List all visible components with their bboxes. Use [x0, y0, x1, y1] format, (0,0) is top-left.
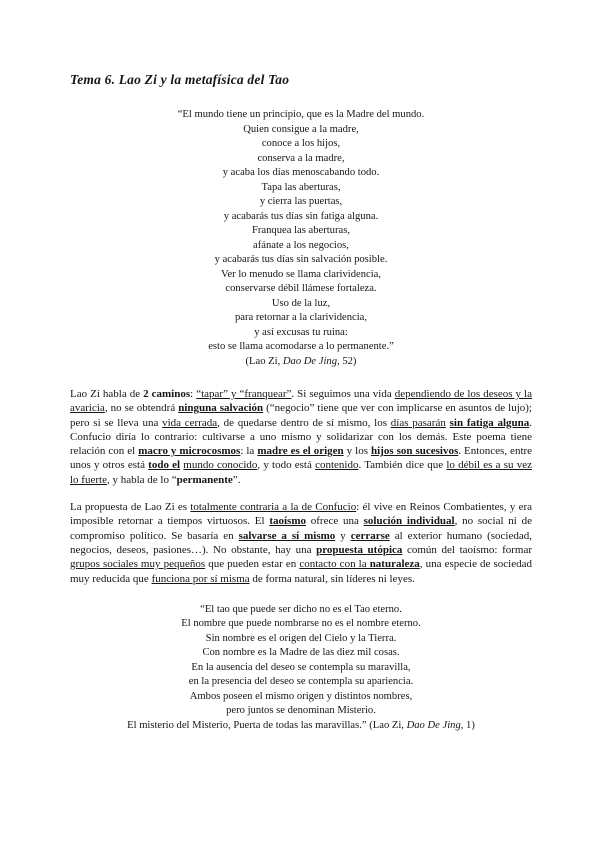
- quote-line: [70, 166, 532, 181]
- text-segment: contacto con la: [299, 558, 370, 571]
- text-segment: pero juntos se denominan Misterio.: [226, 705, 376, 717]
- paragraph-lao-zi-proposal: [70, 500, 532, 586]
- text-segment: ninguna salvación: [178, 402, 264, 415]
- text-segment: salvarse a sí mismo: [238, 529, 336, 542]
- quote-line: [70, 123, 532, 138]
- text-segment: (Lao Zi,: [245, 355, 283, 367]
- quote-line: [70, 675, 532, 690]
- quote-line: [70, 646, 532, 661]
- text-segment: y los: [343, 445, 371, 458]
- text-segment: común del taoísmo: formar: [402, 543, 532, 556]
- text-segment: :: [190, 388, 197, 400]
- text-segment: todo el: [148, 459, 181, 472]
- text-segment: : la: [240, 445, 258, 458]
- paragraph-two-paths: [70, 387, 532, 487]
- text-segment: naturaleza: [369, 558, 420, 571]
- text-segment: Franquea las aberturas,: [252, 225, 350, 236]
- text-segment: y: [335, 529, 351, 542]
- text-segment: (“negocio” tiene que ver con implicarse en asuntos de lujo); pero si se lleva una: [70, 402, 532, 429]
- text-segment: , y todo está: [257, 459, 316, 472]
- text-segment: en la presencia del deseo se contempla su apariencia.: [188, 676, 414, 688]
- text-segment: Dao De Jing: [282, 355, 338, 367]
- text-segment: , no social ni de compromiso político. Se basaría en: [70, 515, 532, 542]
- text-segment: “tapar” y “franquear”: [196, 388, 292, 400]
- text-segment: conoce a los hijos,: [261, 138, 341, 149]
- text-segment: Uso de la luz,: [271, 297, 331, 309]
- text-segment: y cierra las puertas,: [259, 196, 343, 207]
- quote-line: [70, 603, 532, 618]
- text-segment: Ver lo menudo se llama clarividencia,: [220, 268, 382, 280]
- text-segment: días pasarán: [390, 416, 446, 429]
- text-segment: , y habla de lo “: [106, 473, 177, 486]
- quote-line: [70, 210, 532, 225]
- quote-line: [70, 108, 532, 123]
- text-segment: Tapa las aberturas,: [261, 181, 341, 193]
- text-segment: lo débil es a su vez lo fuerte: [70, 459, 532, 486]
- text-segment: contenido: [315, 459, 359, 472]
- text-segment: . Entonces, entre unos y otros está: [70, 445, 533, 472]
- text-segment: totalmente contraria a la de Confucio: [190, 501, 357, 514]
- text-segment: mundo conocido: [183, 459, 258, 472]
- text-segment: . Confucio diría lo contrario: cultivarse a uno mismo y solidarizar con los demás. Este poema tiene relación con el: [70, 416, 533, 458]
- text-segment: “El mundo tiene un principio, que es la Madre del mundo.: [177, 109, 425, 120]
- quote-line: [70, 617, 532, 632]
- poem-quote-dao-de-jing-1: [70, 603, 532, 734]
- text-segment: solución individual: [363, 515, 455, 528]
- quote-line: [70, 137, 532, 152]
- text-segment: permanente: [176, 473, 233, 486]
- text-segment: Sin nombre es el origen del Cielo y la Tierra.: [205, 632, 397, 644]
- quote-line: [70, 297, 532, 312]
- quote-line: [70, 282, 532, 297]
- text-segment: macro y microcosmos: [138, 445, 241, 458]
- text-segment: La propuesta de Lao Zi es: [70, 501, 191, 514]
- text-segment: . También dice que: [358, 459, 447, 472]
- quote-line: [70, 181, 532, 196]
- text-segment: y así excusas tu ruina:: [254, 326, 348, 338]
- text-segment: que pueden estar en: [205, 558, 300, 571]
- text-segment: 2 caminos: [143, 388, 191, 400]
- quote-line: [70, 224, 532, 239]
- text-segment: sin fatiga alguna: [449, 416, 530, 429]
- quote-line: [70, 704, 532, 719]
- text-segment: , 52): [337, 355, 357, 367]
- text-segment: grupos sociales muy pequeños: [70, 558, 206, 571]
- text-segment: . Si seguimos una vida: [291, 388, 395, 400]
- text-segment: , no se obtendrá: [104, 402, 179, 415]
- text-segment: esto se llama acomodarse a lo permanente.”: [208, 341, 394, 352]
- text-segment: Quien consigue a la madre,: [243, 123, 359, 135]
- quote-line: [70, 355, 532, 370]
- quote-line: [70, 661, 532, 676]
- quote-line: [70, 719, 532, 734]
- text-segment: , de quedarse dentro de sí mismo, los: [217, 416, 391, 429]
- text-segment: dependiendo de los deseos y la avaricia: [70, 388, 532, 415]
- quote-line: [70, 326, 532, 341]
- text-segment: Dao De Jing: [406, 719, 461, 731]
- text-segment: hijos son sucesivos: [370, 445, 459, 458]
- quote-line: [70, 340, 532, 355]
- text-segment: conserva a la madre,: [257, 152, 345, 164]
- text-segment: ofrece una: [306, 515, 364, 528]
- text-segment: afánate a los negocios,: [253, 239, 349, 251]
- text-segment: “El tao que puede ser dicho no es el Tao eterno.: [200, 603, 402, 615]
- page-title: Tema 6. Lao Zi y la metafísica del Tao: [70, 72, 290, 87]
- text-segment: vida cerrada: [162, 416, 218, 429]
- quote-line: [70, 239, 532, 254]
- quote-line: [70, 632, 532, 647]
- text-segment: Lao Zi habla de: [70, 388, 144, 400]
- text-segment: , una especie de sociedad muy reducida que: [70, 558, 532, 585]
- text-segment: , 1): [460, 719, 475, 731]
- text-segment: conservarse débil llámese fortaleza.: [225, 283, 377, 294]
- text-segment: taoísmo: [269, 515, 306, 528]
- text-segment: al exterior humano (sociedad, negocios, deseos, pasiones…). No obstante, hay una: [70, 529, 533, 556]
- quote-line: [70, 268, 532, 283]
- quote-line: [70, 253, 532, 268]
- text-segment: El nombre que puede nombrarse no es el nombre eterno.: [181, 618, 421, 630]
- text-segment: En la ausencia del deseo se contempla su maravilla,: [191, 661, 411, 673]
- text-segment: funciona por sí misma: [151, 572, 250, 585]
- text-segment: El misterio del Misterio, Puerta de todas las maravillas.” (Lao Zi,: [127, 719, 407, 731]
- quote-line: [70, 311, 532, 326]
- text-segment: ”.: [232, 473, 241, 486]
- text-segment: cerrarse: [350, 529, 390, 542]
- text-segment: Con nombre es la Madre de las diez mil cosas.: [202, 647, 400, 659]
- text-segment: para retornar a la clarividencia,: [234, 312, 368, 323]
- text-segment: y acaba los días menoscabando todo.: [222, 167, 380, 178]
- text-segment: madre es el origen: [257, 445, 344, 458]
- text-segment: Ambos poseen el mismo origen y distintos nombres,: [189, 690, 413, 702]
- text-segment: propuesta utópica: [316, 543, 403, 556]
- text-segment: y acabarás tus días sin salvación posible.: [214, 254, 388, 265]
- quote-line: [70, 195, 532, 210]
- quote-line: [70, 690, 532, 705]
- poem-quote-dao-de-jing-52: [70, 108, 532, 369]
- text-segment: de forma natural, sin líderes ni leyes.: [249, 572, 415, 585]
- text-segment: : él vive en Reinos Combatientes, y era imposible retornar a tiempos virtuosos. El: [70, 501, 532, 528]
- text-segment: y acabarás tus días sin fatiga alguna.: [223, 210, 379, 222]
- quote-line: [70, 152, 532, 167]
